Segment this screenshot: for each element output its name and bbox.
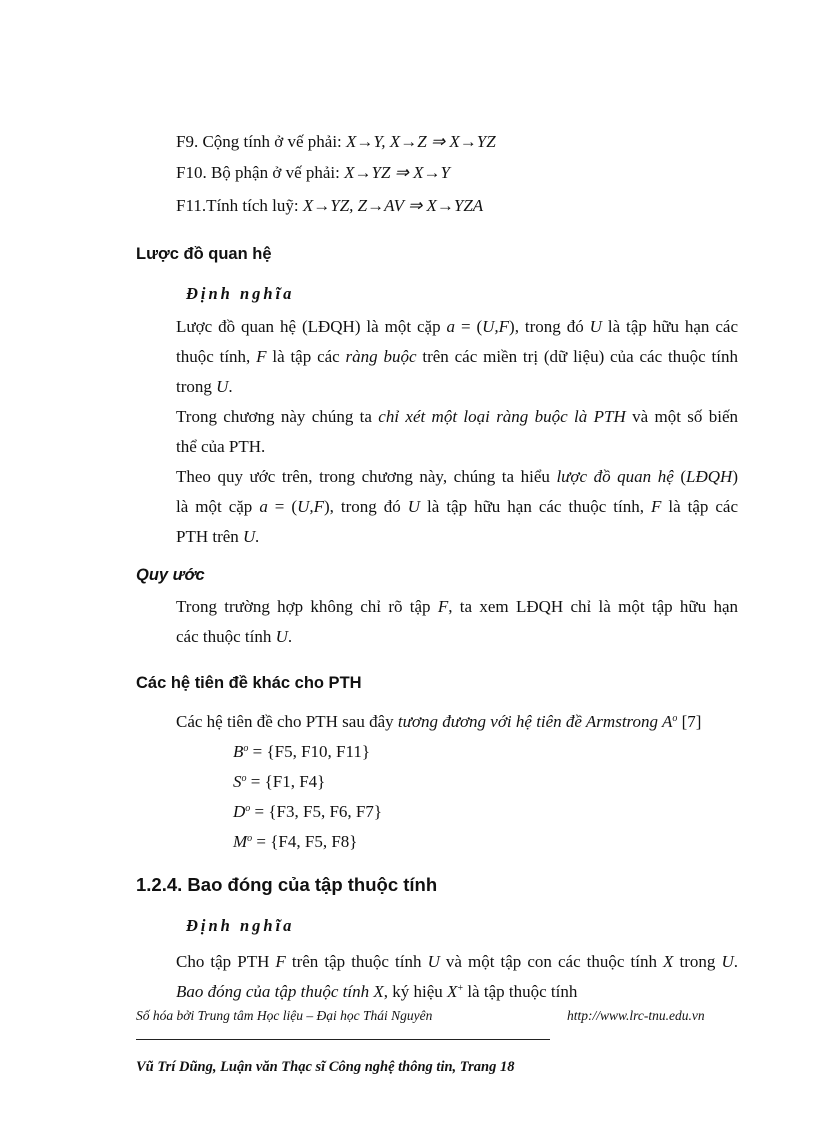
axiom-system-m: $M^o = \{F4$, F5, F8} <box>233 832 358 851</box>
convention-line2: các thuộc tính U. <box>176 627 293 646</box>
closure-line2: Bao đóng của tập thuộc tính X, ký hiệu X+ là tập thuộc tính <box>176 982 578 1001</box>
schema-p1-line1: Lược đồ quan hệ (LĐQH) là một cặp a = (U,F), trong đó U là tập hữu hạn các <box>176 317 739 336</box>
rule-label: F11.Tính tích luỹ: <box>176 196 299 215</box>
schema-p2-line2: thể của PTH. <box>176 437 266 456</box>
footer-digitized-by: Số hóa bởi Trung tâm Học liệu – Đại học Thái Nguyên <box>136 1008 433 1023</box>
closure-line1: Cho tập PTH F trên tập thuộc tính U và một tập con các thuộc tính X trong U. <box>176 952 738 971</box>
rule-formula: X→YZ, Z→AV ⇒ X→YZA <box>302 196 484 215</box>
schema-p1-line2: thuộc tính, F là tập các ràng buộc trên các miền trị (dữ liệu) của các thuộc tính <box>176 347 738 366</box>
section-heading-schema: Lược đồ quan hệ <box>136 245 272 263</box>
definition-label: Định nghĩa <box>186 916 295 935</box>
axiom-system-s: $S^o = \{F1$, F4} <box>233 772 326 791</box>
schema-p3-line2: là một cặp a = (U,F), trong đó U là tập hữu hạn các thuộc tính, F là tập các <box>176 497 739 516</box>
definition-label: Định nghĩa <box>186 284 295 303</box>
section-heading-closure: 1.2.4. Bao đóng của tập thuộc tính <box>136 874 438 895</box>
footer-divider <box>136 1039 550 1040</box>
axiom-system-b: $B^o = \{F5$, F10, F11} <box>233 742 371 761</box>
schema-p1-line3: trong U. <box>176 377 233 396</box>
page-footer-citation: Vũ Trí Dũng, Luận văn Thạc sĩ Công nghệ thông tin, Trang 18 <box>136 1059 515 1075</box>
rule-formula: X→YZ ⇒ X→Y <box>344 163 451 182</box>
rule-f9 <box>176 131 496 153</box>
section-heading-convention: Quy ước <box>136 566 205 584</box>
rule-label: F10. Bộ phận ở vế phải: <box>176 163 340 182</box>
schema-p3-line1: Theo quy ước trên, trong chương này, chúng ta hiểu lược đồ quan hệ (LĐQH) <box>176 467 738 486</box>
section-heading-axioms: Các hệ tiên đề khác cho PTH <box>136 674 362 692</box>
footer-url-link[interactable]: http://www.lrc-tnu.edu.vn <box>567 1008 705 1023</box>
schema-p2-line1: Trong chương này chúng ta chỉ xét một loại ràng buộc là PTH và một số biến <box>176 407 738 426</box>
rule-f10 <box>176 162 450 184</box>
axioms-intro: Các hệ tiên đề cho PTH sau đây tương đương với hệ tiên đề Armstrong $A^o$ [7] <box>176 712 702 731</box>
schema-p3-line3: PTH trên U. <box>176 527 260 546</box>
axiom-system-d: $D^o = \{F3$, F5, F6, F7} <box>233 802 383 821</box>
rule-label: F9. Cộng tính ở vế phải: <box>176 132 342 151</box>
convention-line1: Trong trường hợp không chỉ rõ tập F, ta xem LĐQH chỉ là một tập hữu hạn <box>176 597 738 616</box>
rule-f11 <box>176 195 483 217</box>
rule-formula: X→Y, X→Z ⇒ X→YZ <box>346 132 496 151</box>
